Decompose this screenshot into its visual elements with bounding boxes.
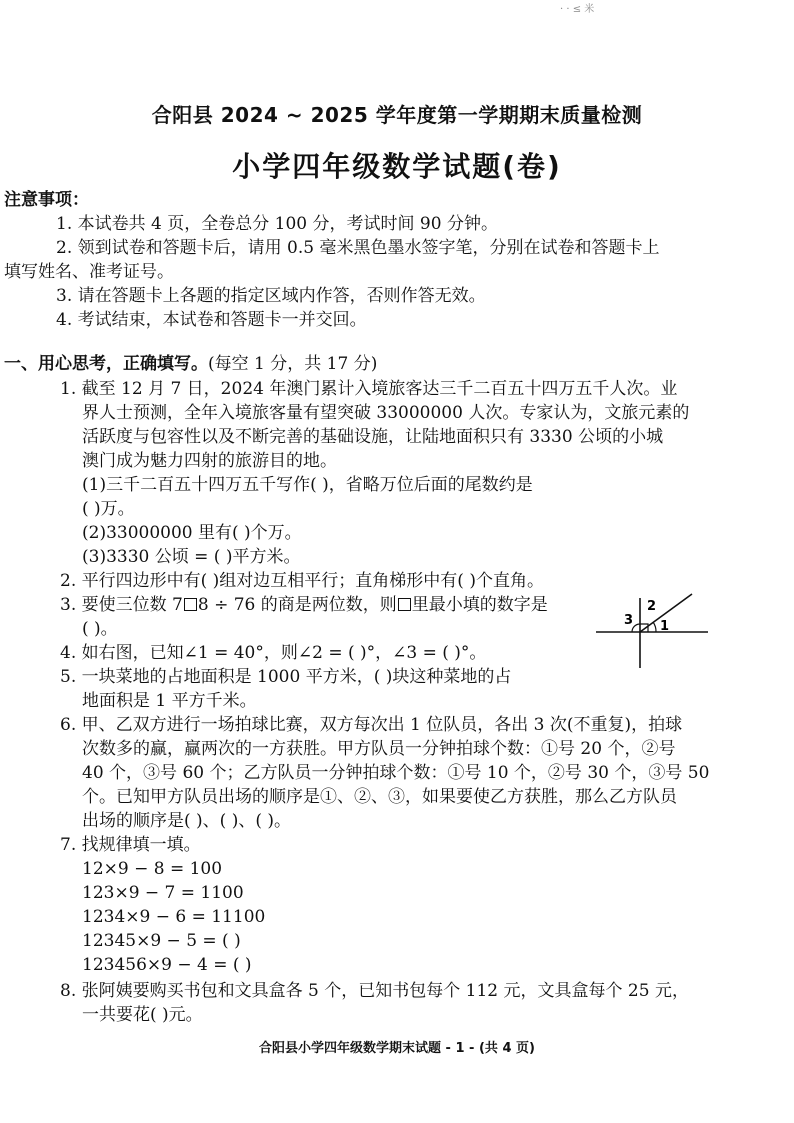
q8-line-2: 一共要花( )元。 <box>82 1005 203 1025</box>
header-corner-mark: · · ≤ 米 <box>560 4 595 15</box>
section1-heading: 一、用心思考，正确填写。 <box>4 354 208 374</box>
notice-heading: 注意事项： <box>4 190 89 210</box>
blank-box <box>398 598 411 611</box>
q3-line-2: ( )。 <box>82 619 118 639</box>
exam-title-line1: 合阳县 2024 ~ 2025 学年度第一学期期末质量检测 <box>151 103 643 127</box>
angle-arc-3 <box>632 624 640 632</box>
q4-line: 4. 如右图，已知∠1 = 40°，则∠2 = ( )°，∠3 = ( )°。 <box>60 643 487 663</box>
q7-pattern-3: 1234×9 − 6 = 11100 <box>82 907 266 927</box>
q1-sub-1: (1)三千二百五十四万五千写作( )，省略万位后面的尾数约是 <box>82 475 533 495</box>
q6-line-3: 40 个，③号 60 个；乙方队员一分钟拍球个数：①号 10 个，②号 30 个，③号 50 <box>82 763 710 783</box>
section1-note: (每空 1 分，共 17 分) <box>208 354 378 374</box>
q1-line-3: 活跃度与包容性以及不断完善的基础设施，让陆地面积只有 3330 公顷的小城 <box>82 427 664 447</box>
notice-item-3: 3. 请在答题卡上各题的指定区域内作答，否则作答无效。 <box>56 286 486 306</box>
q1-line-2: 界人士预测，全年入境旅客量有望突破 33000000 人次。专家认为，文旅元素的 <box>82 403 690 423</box>
q7-pattern-2: 123×9 − 7 = 1100 <box>82 883 244 903</box>
q7-pattern-1: 12×9 − 8 = 100 <box>82 859 223 879</box>
angle-figure <box>596 590 708 670</box>
q5-line-1: 5. 一块菜地的占地面积是 1000 平方米，( )块这种菜地的占 <box>60 667 512 687</box>
q6-line-1: 6. 甲、乙双方进行一场拍球比赛，双方每次出 1 位队员，各出 3 次(不重复)，拍球 <box>60 715 683 735</box>
q7-heading: 7. 找规律填一填。 <box>60 835 201 855</box>
q1-sub-3: (3)3330 公顷 = ( )平方米。 <box>82 547 301 567</box>
q6-line-4: 个。已知甲方队员出场的顺序是①、②、③，如果要使乙方获胜，那么乙方队员 <box>82 787 677 807</box>
q7-pattern-5: 123456×9 − 4 = ( ) <box>82 955 252 975</box>
q8-line-1: 8. 张阿姨要购买书包和文具盒各 5 个，已知书包每个 112 元，文具盒每个 25 元， <box>60 981 689 1001</box>
q5-line-2: 地面积是 1 平方千米。 <box>82 691 257 711</box>
q1-line-1: 1. 截至 12 月 7 日，2024 年澳门累计入境旅客达三千二百五十四万五千人次。业 <box>60 379 678 399</box>
exam-title-line2: 小学四年级数学试题(卷) <box>232 150 562 183</box>
angle-label-2: 2 <box>647 599 657 614</box>
q1-sub-2: (2)33000000 里有( )个万。 <box>82 523 302 543</box>
notice-item-2: 2. 领到试卷和答题卡后，请用 0.5 毫米黑色墨水签字笔，分别在试卷和答题卡上 <box>56 238 660 258</box>
angle-label-3: 3 <box>624 613 634 628</box>
notice-item-1: 1. 本试卷共 4 页，全卷总分 100 分，考试时间 90 分钟。 <box>56 214 498 234</box>
q7-pattern-4: 12345×9 − 5 = ( ) <box>82 931 241 951</box>
notice-item-2-cont: 填写姓名、准考证号。 <box>4 262 174 282</box>
blank-box <box>184 598 197 611</box>
angle-label-1: 1 <box>660 619 670 634</box>
page-footer: 合阳县小学四年级数学期末试题 - 1 - (共 4 页) <box>259 1041 535 1056</box>
q6-line-5: 出场的顺序是( )、( )、( )。 <box>82 811 292 831</box>
section1-heading-row <box>4 353 377 375</box>
q6-line-2: 次数多的赢，赢两次的一方获胜。甲方队员一分钟拍球个数：①号 20 个，②号 <box>82 739 676 759</box>
q1-line-4: 澳门成为魅力四射的旅游目的地。 <box>82 451 337 471</box>
notice-item-4: 4. 考试结束，本试卷和答题卡一并交回。 <box>56 310 367 330</box>
angle-arc-1 <box>653 622 656 632</box>
q1-sub-1-cont: ( )万。 <box>82 499 135 519</box>
q2-line: 2. 平行四边形中有( )组对边互相平行；直角梯形中有( )个直角。 <box>60 571 544 591</box>
q3-line-1: 3. 要使三位数 7 8 ÷ 76 的商是两位数，则 里最小填的数字是 <box>60 595 548 615</box>
